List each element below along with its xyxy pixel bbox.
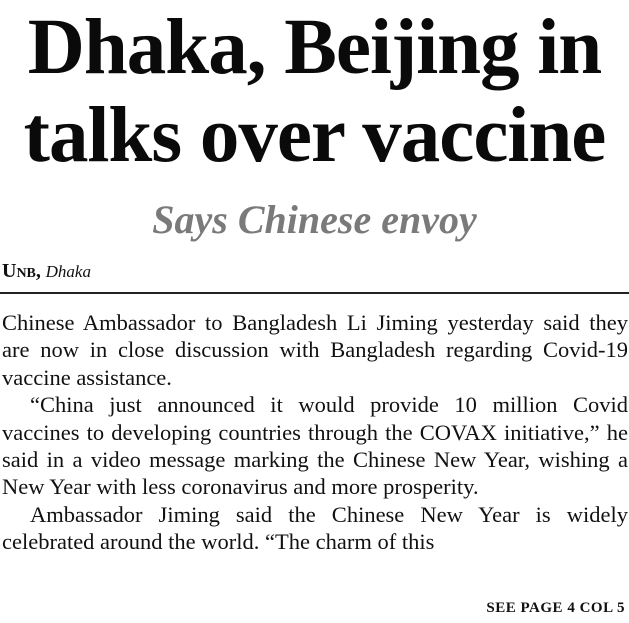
paragraph-1: Chinese Ambassador to Bangladesh Li Jiming yesterday said they are now in close discussion with Bangladesh regarding Covid-19 vaccine assistance. (2, 310, 628, 390)
jump-line: SEE PAGE 4 COL 5 (486, 600, 625, 616)
subheadline: Says Chinese envoy (152, 197, 477, 242)
byline-agency: Unb, (2, 260, 41, 282)
headline (0, 4, 629, 180)
paragraph-3: Ambassador Jiming said the Chinese New Year is widely celebrated around the world. “The charm of this (2, 501, 628, 555)
headline-line-1: Dhaka, Beijing in (27, 4, 602, 91)
byline (2, 259, 91, 284)
paragraph-2: “China just announced it would provide 10 million Covid vaccines to developing countries through the COVAX initiative,” he said in a video message marking the Chinese New Year, wishing a New Year with less coronavirus and more prosperity. (2, 392, 628, 500)
byline-divider (0, 292, 629, 294)
headline-line-2: talks over vaccine (23, 92, 606, 179)
article-body (2, 309, 628, 556)
byline-place: Dhaka (45, 262, 91, 281)
